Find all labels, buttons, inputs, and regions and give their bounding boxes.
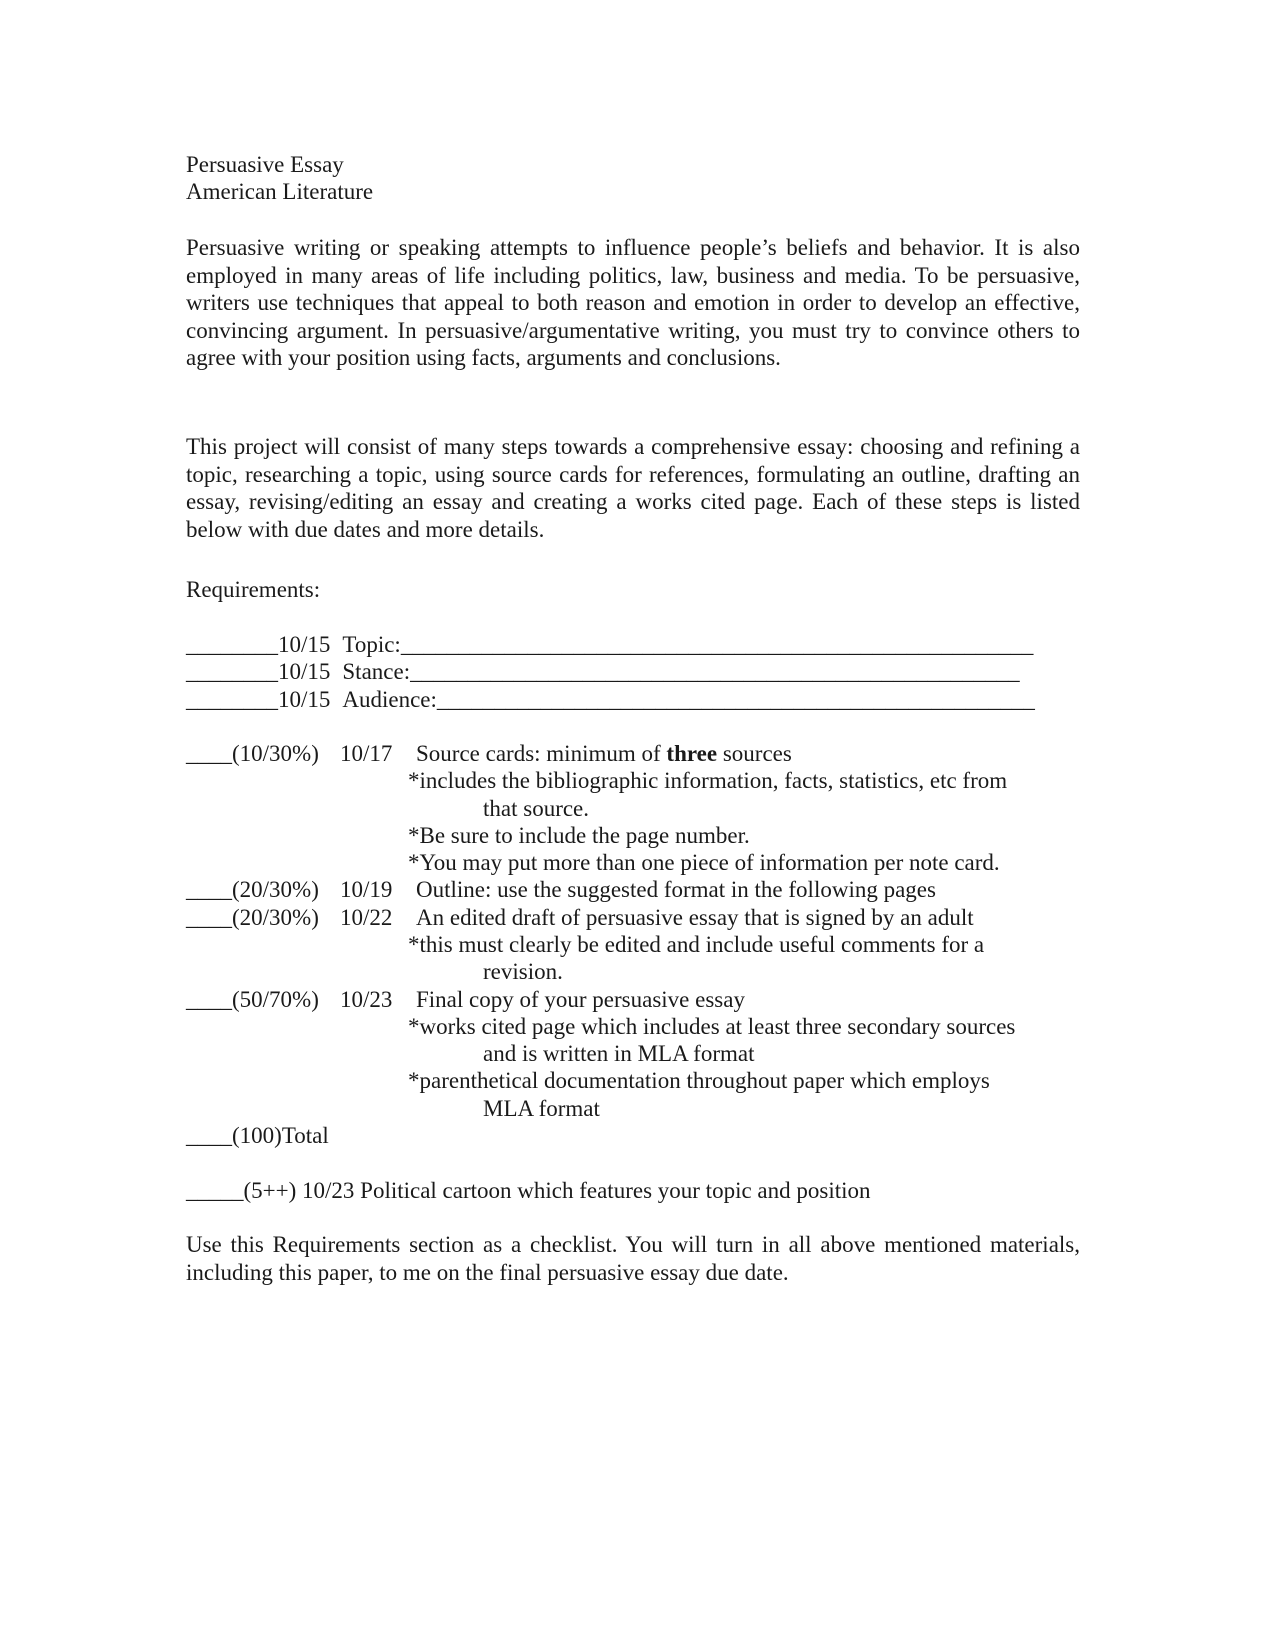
closing-paragraph: Use this Requirements section as a checklist. You will turn in all above mentioned materials, including this paper, to me on the final persuasive essay due date.	[186, 1232, 1080, 1285]
final-note-2: *parenthetical documentation throughout paper which employs	[408, 1068, 990, 1093]
topic-blank-line[interactable]: _______________________________________________________	[400, 632, 1034, 657]
stance-blank-line[interactable]: _____________________________________________________	[410, 659, 1020, 684]
source-cards-note-1: *includes the bibliographic information, facts, statistics, etc from	[408, 768, 1008, 793]
final-note-1-cont: and is written in MLA format	[483, 1041, 755, 1066]
audience-row	[186, 686, 1035, 714]
source-cards-note-2: *Be sure to include the page number.	[408, 823, 750, 848]
outline-text: Outline: use the suggested format in the following pages	[416, 877, 936, 902]
project-paragraph: This project will consist of many steps towards a comprehensive essay: choosing and refining a topic, researching a topic, using source cards for references, formulating an outline, drafting an essay, revising/editing an essay and creating a works cited page. Each of these steps is listed below with due dates and more details.	[186, 434, 1080, 542]
outline-points: ____(20/30%)	[186, 877, 319, 902]
course-name: American Literature	[186, 179, 374, 204]
draft-date: 10/22	[340, 905, 393, 930]
stance-row	[186, 658, 1020, 686]
source-cards-text: Source cards: minimum of three sources	[416, 741, 792, 766]
document-title: Persuasive Essay	[186, 152, 344, 177]
topic-row	[186, 631, 1033, 659]
draft-note-1-cont: revision.	[483, 959, 563, 984]
topic-label: Topic:	[342, 632, 401, 657]
stance-label: Stance:	[342, 659, 411, 684]
source-cards-note-1-cont: that source.	[483, 796, 590, 821]
political-cartoon-line: _____(5++) 10/23 Political cartoon which features your topic and position	[186, 1178, 871, 1203]
audience-prefix: ________10/15	[186, 687, 331, 712]
draft-note-1: *this must clearly be edited and include useful comments for a	[408, 932, 985, 957]
total-line: ____(100)Total	[186, 1123, 329, 1148]
final-note-1: *works cited page which includes at least three secondary sources	[408, 1014, 1016, 1039]
intro-paragraph: Persuasive writing or speaking attempts to influence people’s beliefs and behavior. It is also employed in many areas of life including politics, law, business and media. To be persuasive, writers use techniques that appeal to both reason and emotion in order to develop an effective, convincing argument. In persuasive/argumentative writing, you must try to convince others to agree with your position using facts, arguments and conclusions.	[186, 235, 1080, 370]
source-cards-note-3: *You may put more than one piece of information per note card.	[408, 850, 1000, 875]
draft-text: An edited draft of persuasive essay that is signed by an adult	[416, 905, 974, 930]
audience-label: Audience:	[342, 687, 437, 712]
stance-prefix: ________10/15	[186, 659, 331, 684]
final-text: Final copy of your persuasive essay	[416, 987, 745, 1012]
final-note-2-cont: MLA format	[483, 1096, 600, 1121]
source-cards-date: 10/17	[340, 741, 393, 766]
source-cards-bold-three: three	[666, 741, 718, 766]
topic-prefix: ________10/15	[186, 632, 331, 657]
audience-blank-line[interactable]: ____________________________________________________	[436, 687, 1035, 712]
requirements-heading: Requirements:	[186, 577, 321, 602]
final-points: ____(50/70%)	[186, 987, 319, 1012]
draft-points: ____(20/30%)	[186, 905, 319, 930]
final-date: 10/23	[340, 987, 393, 1012]
outline-date: 10/19	[340, 877, 393, 902]
source-cards-points: ____(10/30%)	[186, 741, 319, 766]
